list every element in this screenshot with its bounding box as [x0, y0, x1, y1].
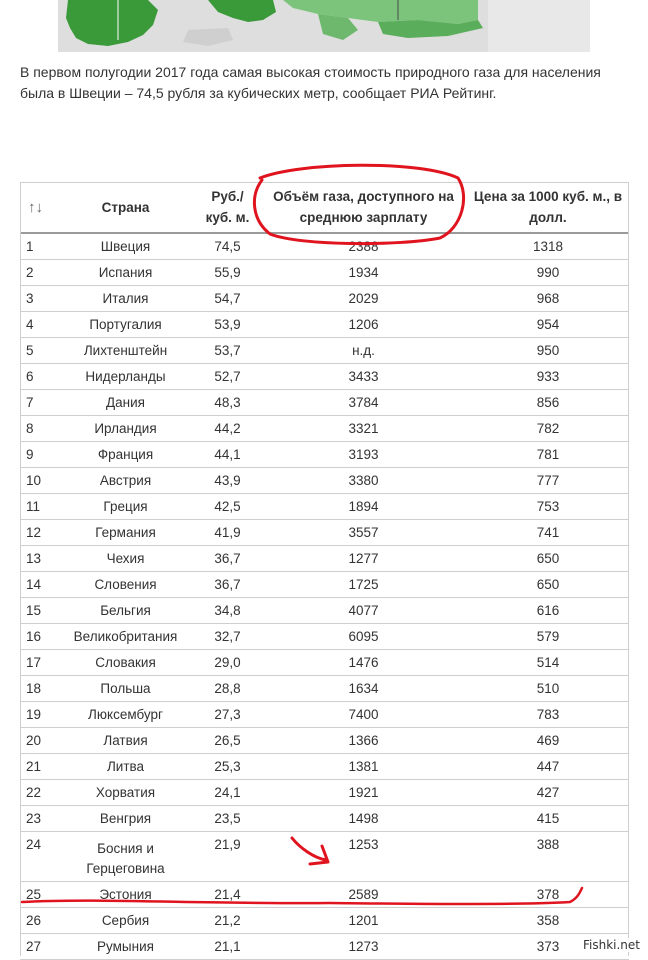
price-cell: 777 [467, 468, 629, 494]
row-number: 27 [20, 934, 56, 960]
table-row [20, 650, 629, 676]
table-row [20, 806, 629, 832]
rub-cell: 54,7 [195, 286, 260, 312]
volume-cell: 1277 [260, 546, 467, 572]
table-row [20, 338, 629, 364]
country-cell: Ирландия [56, 416, 195, 442]
rub-cell: 21,2 [195, 908, 260, 934]
volume-cell: 1381 [260, 754, 467, 780]
rub-cell: 53,7 [195, 338, 260, 364]
volume-cell: 2589 [260, 882, 467, 908]
volume-cell: 1206 [260, 312, 467, 338]
rub-cell: 24,1 [195, 780, 260, 806]
table-row [20, 416, 629, 442]
country-cell: Швеция [56, 233, 195, 260]
rub-cell: 44,1 [195, 442, 260, 468]
row-number: 14 [20, 572, 56, 598]
row-number: 18 [20, 676, 56, 702]
rub-cell: 32,7 [195, 624, 260, 650]
row-number: 12 [20, 520, 56, 546]
row-number: 20 [20, 728, 56, 754]
rub-cell: 29,0 [195, 650, 260, 676]
country-cell: Венгрия [56, 806, 195, 832]
table-row [20, 286, 629, 312]
volume-cell: 1498 [260, 806, 467, 832]
country-cell: Бельгия [56, 598, 195, 624]
table-row [20, 780, 629, 806]
volume-cell: 3380 [260, 468, 467, 494]
map-graphic [58, 0, 590, 52]
volume-cell: 2388 [260, 233, 467, 260]
country-cell: Латвия [56, 728, 195, 754]
table-row [20, 468, 629, 494]
gas-price-table [20, 182, 629, 960]
rub-cell: 21,4 [195, 882, 260, 908]
watermark: Fishki.net [582, 938, 640, 952]
row-number: 11 [20, 494, 56, 520]
price-cell: 933 [467, 364, 629, 390]
row-number: 8 [20, 416, 56, 442]
header-volume[interactable]: Объём газа, доступного на среднюю зарплату [260, 182, 467, 233]
table-row [20, 364, 629, 390]
country-cell: Испания [56, 260, 195, 286]
rub-cell: 25,3 [195, 754, 260, 780]
table-row [20, 546, 629, 572]
country-cell: Германия [56, 520, 195, 546]
country-cell: Греция [56, 494, 195, 520]
row-number: 17 [20, 650, 56, 676]
rub-cell: 42,5 [195, 494, 260, 520]
table-header-row [20, 182, 629, 233]
rub-cell: 21,9 [195, 832, 260, 882]
country-cell: Хорватия [56, 780, 195, 806]
rub-cell: 26,5 [195, 728, 260, 754]
table-row [20, 908, 629, 934]
volume-cell: 1894 [260, 494, 467, 520]
volume-cell: 3321 [260, 416, 467, 442]
volume-cell: 7400 [260, 702, 467, 728]
country-cell: Дания [56, 390, 195, 416]
country-cell: Босния и Герцеговина [56, 832, 195, 882]
row-number: 22 [20, 780, 56, 806]
rub-cell: 21,1 [195, 934, 260, 960]
volume-cell: н.д. [260, 338, 467, 364]
sort-icon[interactable]: ↑↓ [20, 182, 56, 233]
rub-cell: 52,7 [195, 364, 260, 390]
price-cell: 990 [467, 260, 629, 286]
volume-cell: 3193 [260, 442, 467, 468]
rub-cell: 41,9 [195, 520, 260, 546]
country-cell: Румыния [56, 934, 195, 960]
rub-cell: 53,9 [195, 312, 260, 338]
table-frame-top [20, 182, 629, 183]
rub-cell: 43,9 [195, 468, 260, 494]
price-cell: 781 [467, 442, 629, 468]
country-cell: Люксембург [56, 702, 195, 728]
country-cell: Великобритания [56, 624, 195, 650]
volume-cell: 2029 [260, 286, 467, 312]
country-cell: Австрия [56, 468, 195, 494]
price-cell: 514 [467, 650, 629, 676]
table-row [20, 832, 629, 882]
price-cell: 616 [467, 598, 629, 624]
row-number: 4 [20, 312, 56, 338]
rub-cell: 34,8 [195, 598, 260, 624]
table-row [20, 676, 629, 702]
table-row [20, 882, 629, 908]
volume-cell: 1934 [260, 260, 467, 286]
country-cell: Лихтенштейн [56, 338, 195, 364]
price-cell: 856 [467, 390, 629, 416]
price-cell: 358 [467, 908, 629, 934]
price-cell: 373 [467, 934, 629, 960]
rub-cell: 74,5 [195, 233, 260, 260]
country-cell: Словения [56, 572, 195, 598]
price-cell: 378 [467, 882, 629, 908]
price-cell: 741 [467, 520, 629, 546]
row-number: 15 [20, 598, 56, 624]
volume-cell: 1253 [260, 832, 467, 882]
price-cell: 782 [467, 416, 629, 442]
table-row [20, 312, 629, 338]
rub-cell: 36,7 [195, 572, 260, 598]
volume-cell: 1921 [260, 780, 467, 806]
row-number: 23 [20, 806, 56, 832]
price-cell: 650 [467, 572, 629, 598]
price-cell: 427 [467, 780, 629, 806]
table-row [20, 754, 629, 780]
rub-cell: 27,3 [195, 702, 260, 728]
price-cell: 510 [467, 676, 629, 702]
table-row [20, 624, 629, 650]
table-row [20, 520, 629, 546]
volume-cell: 1366 [260, 728, 467, 754]
table-row [20, 728, 629, 754]
country-cell: Чехия [56, 546, 195, 572]
volume-cell: 3557 [260, 520, 467, 546]
row-number: 6 [20, 364, 56, 390]
volume-cell: 6095 [260, 624, 467, 650]
rub-cell: 28,8 [195, 676, 260, 702]
row-number: 7 [20, 390, 56, 416]
rub-cell: 23,5 [195, 806, 260, 832]
price-cell: 388 [467, 832, 629, 882]
volume-cell: 1273 [260, 934, 467, 960]
volume-cell: 1476 [260, 650, 467, 676]
country-cell: Нидерланды [56, 364, 195, 390]
europe-map-image [58, 0, 590, 52]
volume-cell: 1634 [260, 676, 467, 702]
table-row [20, 233, 629, 260]
row-number: 9 [20, 442, 56, 468]
table-row [20, 598, 629, 624]
row-number: 25 [20, 882, 56, 908]
row-number: 10 [20, 468, 56, 494]
table-row [20, 572, 629, 598]
lead-paragraph: В первом полугодии 2017 года самая высокая стоимость природного газа для населения была в Швеции – 74,5 рубля за кубических метр, сообщает РИА Рейтинг. [20, 64, 601, 101]
country-cell: Польша [56, 676, 195, 702]
country-cell: Эстония [56, 882, 195, 908]
volume-cell: 3784 [260, 390, 467, 416]
row-number: 2 [20, 260, 56, 286]
price-cell: 1318 [467, 233, 629, 260]
row-number: 5 [20, 338, 56, 364]
price-cell: 783 [467, 702, 629, 728]
price-cell: 950 [467, 338, 629, 364]
table-body [20, 233, 629, 960]
country-cell: Литва [56, 754, 195, 780]
table-row [20, 390, 629, 416]
country-cell: Сербия [56, 908, 195, 934]
row-number: 26 [20, 908, 56, 934]
volume-cell: 1725 [260, 572, 467, 598]
row-number: 19 [20, 702, 56, 728]
price-cell: 579 [467, 624, 629, 650]
table-row [20, 494, 629, 520]
price-cell: 954 [467, 312, 629, 338]
row-number: 1 [20, 233, 56, 260]
price-cell: 968 [467, 286, 629, 312]
price-cell: 469 [467, 728, 629, 754]
row-number: 21 [20, 754, 56, 780]
country-cell: Словакия [56, 650, 195, 676]
volume-cell: 3433 [260, 364, 467, 390]
country-cell: Франция [56, 442, 195, 468]
header-rub[interactable]: Руб./ куб. м. [195, 182, 260, 233]
price-cell: 650 [467, 546, 629, 572]
row-number: 13 [20, 546, 56, 572]
rub-cell: 44,2 [195, 416, 260, 442]
price-cell: 753 [467, 494, 629, 520]
table-frame-right [628, 182, 629, 956]
rub-cell: 48,3 [195, 390, 260, 416]
price-cell: 447 [467, 754, 629, 780]
row-number: 3 [20, 286, 56, 312]
table-row [20, 442, 629, 468]
country-cell: Италия [56, 286, 195, 312]
country-cell: Португалия [56, 312, 195, 338]
row-number: 24 [20, 832, 56, 882]
table-row [20, 260, 629, 286]
row-number: 16 [20, 624, 56, 650]
rub-cell: 36,7 [195, 546, 260, 572]
volume-cell: 4077 [260, 598, 467, 624]
price-cell: 415 [467, 806, 629, 832]
rub-cell: 55,9 [195, 260, 260, 286]
table-row [20, 702, 629, 728]
volume-cell: 1201 [260, 908, 467, 934]
table-frame-left [20, 182, 21, 956]
header-country[interactable]: Страна [56, 182, 195, 233]
header-price[interactable]: Цена за 1000 куб. м., в долл. [467, 182, 629, 233]
